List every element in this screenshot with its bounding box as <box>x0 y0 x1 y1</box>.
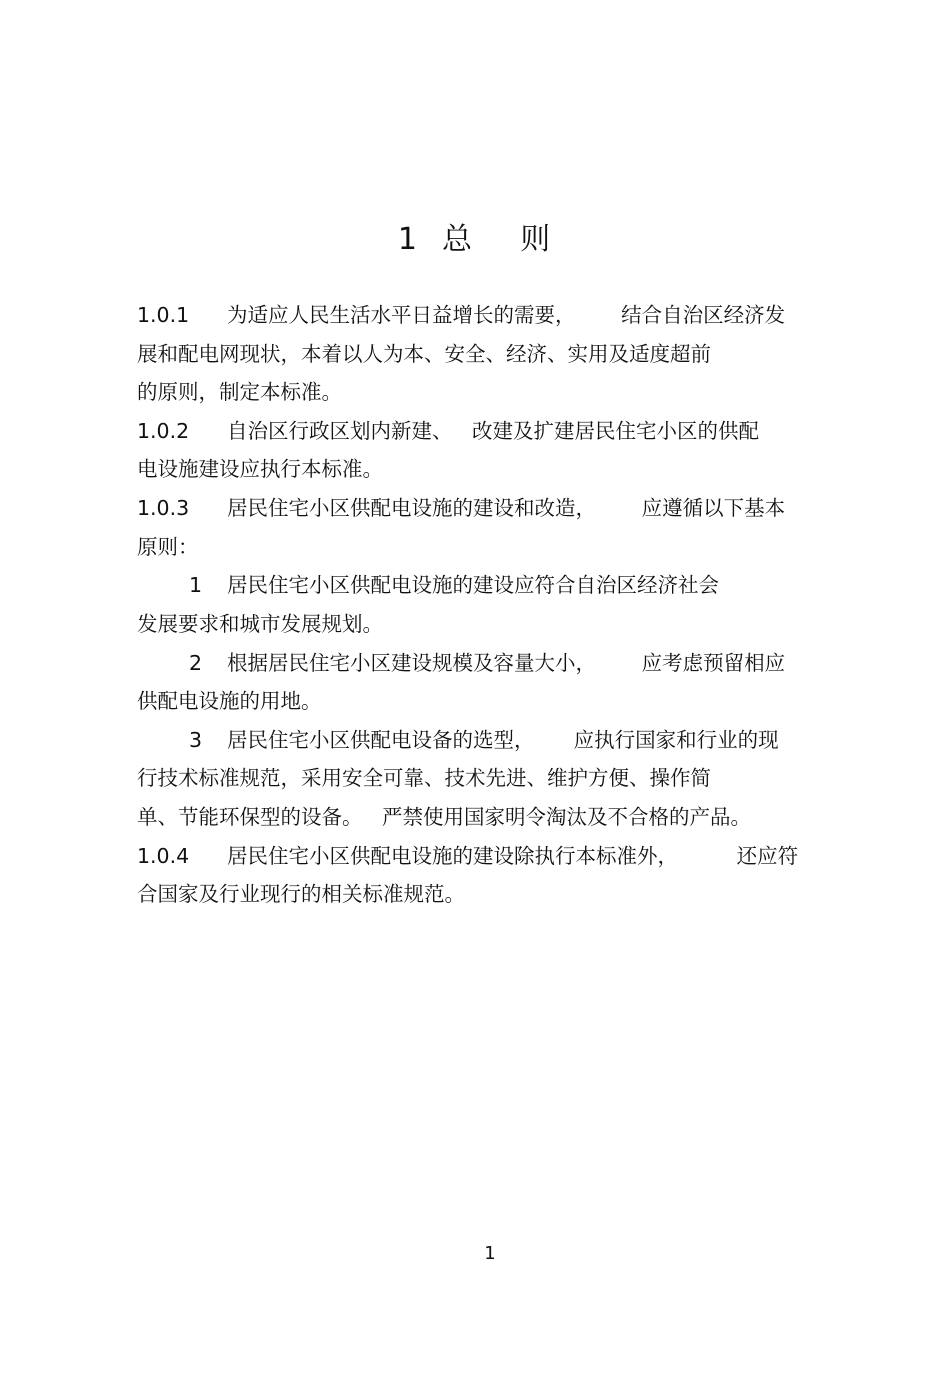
item-number: 3 <box>189 728 203 752</box>
clause-number: 1.0.2 <box>137 419 190 443</box>
clause-line: 原则： <box>137 535 199 559</box>
list-item-1 <box>137 572 719 598</box>
item-text: 居民住宅小区供配电设施的建设应符合自治区经济社会 <box>227 573 719 597</box>
clause-line: 行技术标准规范，采用安全可靠、技术先进、维护方便、操作简 <box>137 766 711 790</box>
list-item-2 <box>137 650 785 676</box>
item-number: 2 <box>189 651 203 675</box>
clause-line: 电设施建设应执行本标准。 <box>137 457 383 481</box>
clause-line: 展和配电网现状，本着以人为本、安全、经济、实用及适度超前 <box>137 342 711 366</box>
clause-number: 1.0.3 <box>137 496 190 520</box>
clause-text: 为适应人民生活水平日益增长的需要， 结合自治区经济发 <box>227 303 786 327</box>
clause-line: 合国家及行业现行的相关标准规范。 <box>137 882 465 906</box>
chapter-heading <box>0 214 950 258</box>
clause-line: 单、节能环保型的设备。 严禁使用国家明令淘汰及不合格的产品。 <box>137 805 752 829</box>
page-number: 1 <box>484 1243 496 1264</box>
chapter-title: 总 则 <box>442 222 553 257</box>
clause-number: 1.0.4 <box>137 844 190 868</box>
item-text: 居民住宅小区供配电设备的选型， 应执行国家和行业的现 <box>227 728 779 752</box>
list-item-3 <box>137 727 779 753</box>
clause-1-0-2 <box>137 418 759 444</box>
clause-1-0-1 <box>137 302 785 328</box>
clause-number: 1.0.1 <box>137 303 190 327</box>
item-text: 根据居民住宅小区建设规模及容量大小， 应考虑预留相应 <box>227 651 786 675</box>
chapter-number: 1 <box>397 222 419 257</box>
item-number: 1 <box>189 573 203 597</box>
clause-text: 自治区行政区划内新建、 改建及扩建居民住宅小区的供配 <box>227 419 760 443</box>
clause-1-0-3 <box>137 495 785 521</box>
clause-line: 供配电设施的用地。 <box>137 689 322 713</box>
clause-line: 的原则，制定本标准。 <box>137 380 342 404</box>
clause-text: 居民住宅小区供配电设施的建设除执行本标准外， 还应符 <box>227 844 799 868</box>
clause-text: 居民住宅小区供配电设施的建设和改造， 应遵循以下基本 <box>227 496 786 520</box>
clause-1-0-4 <box>137 843 798 869</box>
clause-line: 发展要求和城市发展规划。 <box>137 612 383 636</box>
